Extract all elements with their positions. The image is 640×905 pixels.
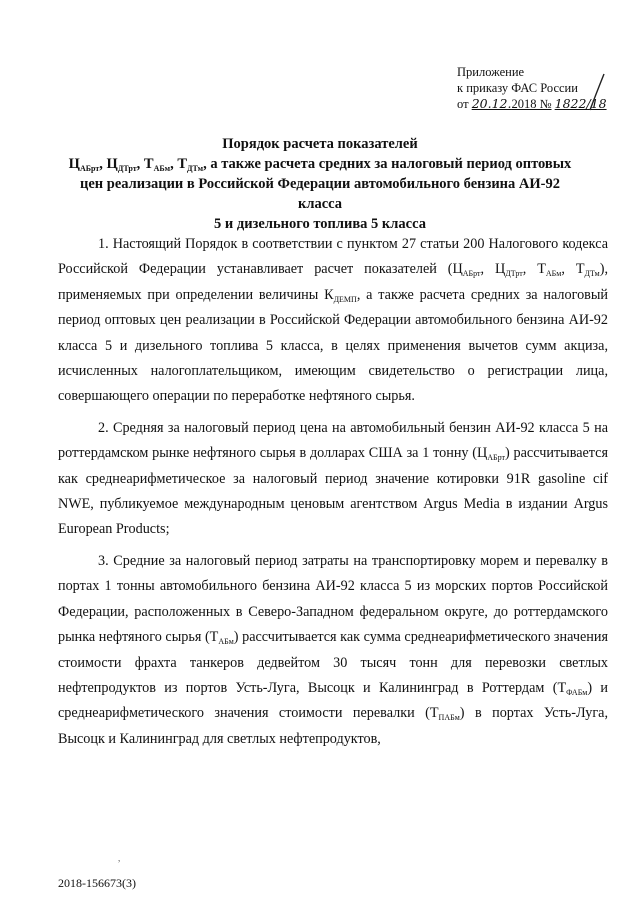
date-prefix: от xyxy=(457,97,469,111)
appendix-header xyxy=(457,64,607,112)
appendix-line-2: к приказу ФАС России xyxy=(457,81,578,95)
title-symbol: $Ц_{ДТрт}$, xyxy=(106,156,144,173)
scan-mark: , xyxy=(118,853,121,863)
signature-stroke xyxy=(586,72,610,112)
title-line-2: $Ц_{АБрт}$, $Ц_{ДТрт}$, $Т_{АБм}$, $Т_{ДТм}$, а также расчета средних за налоговый период оптовых xyxy=(68,156,572,173)
document-title xyxy=(60,134,580,234)
document-id: 2018-156673(3) xyxy=(58,876,136,890)
paragraph-2: 2. Средняя за налоговый период цена на автомобильный бензин АИ-92 класса 5 на роттердамском рынке нефтяного сырья в долларах США за 1 тонну $(Ц_{АБрт})$ рассчитывается как среднеарифметическое за налоговый период значение котировки 91R gasoline cif NWE, публикуемое международным ценовым агентством Argus Media в издании Argus European Products; xyxy=(58,419,608,538)
title-line-3: цен реализации в Российской Федерации автомобильного бензина АИ-92 класса xyxy=(80,176,560,212)
appendix-line-1: Приложение xyxy=(457,65,525,79)
paragraph-3: 3. Средние за налоговый период затраты на транспортировку морем и перевалку в портах 1 тонны автомобильного бензина АИ-92 класса 5 из морских портов Российской Федерации, расположенных в Северо-Западном федеральном округе, до роттердамского рынка нефтяного сырья $(Т_{АБм})$ рассчитывается как сумма среднеарифметического значения стоимости фрахта танкеров дедвейтом 30 тысяч тонн для перевозки светлых нефтепродуктов из портов Усть-Луга, Высоцк и Калининград в Роттердам $(Т_{ФАБм})$ и среднеарифметического значения стоимости перевалки $(Т_{ПАБм})$ в портах Усть-Луга, Высоцк и Калининград для светлых нефтепродуктов, xyxy=(58,552,608,747)
title-symbol: $Т_{ДТм}$, xyxy=(177,156,211,173)
title-line-1: Порядок расчета показателей xyxy=(222,136,418,152)
paragraph-1: 1. Настоящий Порядок в соответствии с пунктом 27 статьи 200 Налогового кодекса Российской Федерации устанавливает расчет показателей ($Ц_{АБрт}$, $Ц_{ДТрт}$, $Т_{АБм}$, $Т_{ДТм}$), применяемых при определении величины $К_{ДЕМП}$, а также расчета средних за налоговый период оптовых цен реализации в Российской Федерации автомобильного бензина АИ-92 класса 5 и дизельного топлива 5 класса, в целях применения вычетов сумм акциза, исчисленных налогоплательщиком, имеющим свидетельство о регистрации лица, совершающего операции по переработке нефтяного сырья. xyxy=(58,236,609,405)
handwritten-number: 1822/18 xyxy=(554,96,607,111)
title-symbol: $Т_{АБм}$, xyxy=(143,156,178,173)
date-year: 2018 № xyxy=(511,97,552,111)
document-body xyxy=(58,232,608,758)
title-line-4: 5 и дизельного топлива 5 класса xyxy=(214,216,426,232)
handwritten-date: 20.12. xyxy=(471,96,512,111)
appendix-line-3 xyxy=(457,96,607,112)
title-symbol: $Ц_{АБрт}$, xyxy=(68,156,107,173)
